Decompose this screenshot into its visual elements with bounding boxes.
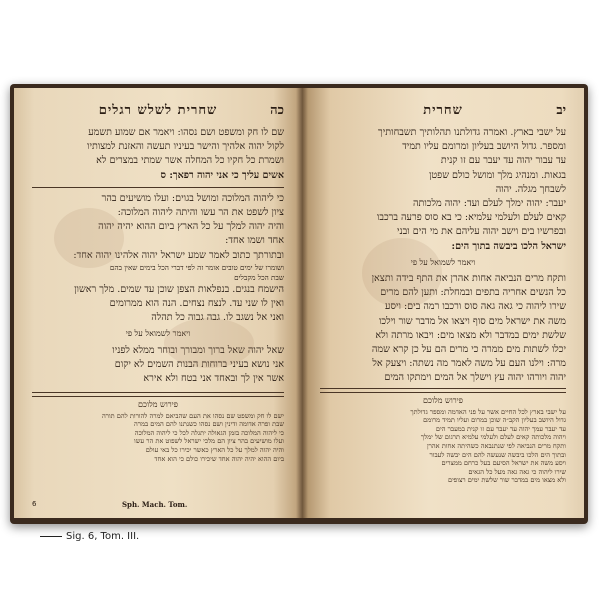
left-page-title: שחרית לשלש רגלים xyxy=(98,103,218,118)
signature-dash xyxy=(40,536,62,537)
right-page-body xyxy=(320,126,566,386)
commentary-line: והיה יהוה למלך על כל הארץ כאשר יכירו כל באי עולם xyxy=(145,445,284,454)
section-title: ויאמר לשמואל על פי xyxy=(125,329,191,339)
commentary-line: גדול היושב בעליון הקב״ה שוכן במרום ועליו תמיד מרומם xyxy=(423,416,566,425)
section-title: ויאמר לשמואל על פי xyxy=(410,257,476,267)
commentary-line: ויסע משה את ישראל הסיעם בעל כרחם ממצרים xyxy=(441,459,566,468)
commentary-title: פירוש מלוכם xyxy=(423,396,463,405)
text-line: ותקח מרים הנביאה אחות אהרן את התף בידה ותצאן xyxy=(371,273,566,285)
commentary-line: שירו ליהוה כי גאה גאה מעל כל הגאים xyxy=(468,467,566,476)
text-line: כל הנשים אחריה בתפים ובמחלת: ותען להם מרים xyxy=(380,287,566,299)
text-line: ובפרשיו בים וישב יהוה עליהם את מי הים ובני xyxy=(397,226,566,238)
text-line: יהוה ויורהו יהוה עץ וישלך אל המים וימתקו המים xyxy=(384,372,566,384)
paper-stain xyxy=(54,208,124,268)
text-line: אני נושא בעיני ברוחות הבנות השמים לא יקום xyxy=(114,358,284,370)
commentary-line: ויהוה מלכותה קאים לעלם ולעלמי עלמיא תרגום של ימלך xyxy=(420,433,566,442)
commentary-line: על ישבי בארץ לכל החיים אשר על פני האדמה ומספר גדולתך xyxy=(410,407,566,416)
text-line: ואני אל נשגב לו. גבה גבוה כל תהלה xyxy=(151,312,284,324)
text-line: ציון לשפט את הר עשו והיתה ליהוה המלוכה: xyxy=(117,207,284,219)
commentary-line: ועלו מושיעים בהר ציון הם מלכי ישראל לשפוט את הר עשו xyxy=(134,437,284,446)
commentary-line: ולא מצאו מים במדבר שור שלשת ימים רצופים xyxy=(447,476,566,485)
commentary-divider xyxy=(32,392,284,397)
text-line: בגאות. ומנהיג מלך ומושל כולם שפטן xyxy=(428,169,566,181)
signature-text: Sig. 6, Tom. III. xyxy=(66,531,140,542)
text-line: ישראל הלכו ביבשה בתוך הים: xyxy=(451,240,566,252)
page-signature: 6 xyxy=(32,500,37,508)
right-page-title: שחרית xyxy=(423,103,463,118)
commentary-line: ישם לו חק ומשפט שם נסהו את העם שהביאם למרה להורות להם תורה xyxy=(101,411,284,420)
page-signature-title: Sph. Mach. Tom. xyxy=(122,500,188,509)
text-line: שאל יהוה שאל ברוך ומבורך ובוחר ממלא לפניו xyxy=(112,344,284,356)
commentary-line: כי ליהוה המלוכה בזמן הגאולה יתגלה לכל כי ליהוה המלוכה xyxy=(134,428,284,437)
text-line: אשים עליך כי אני יהוה רפאך: ס xyxy=(160,169,284,181)
left-page-number: כה xyxy=(270,103,284,118)
text-line: לשבחך מגלה. יהוה xyxy=(495,183,566,195)
text-line: אשר אין לך ובאחד אני בטח ולא אירא xyxy=(143,373,284,385)
right-commentary xyxy=(320,384,566,485)
text-line: אחד ושמו אחד: xyxy=(225,235,284,247)
text-line: יעבר: יהוה ימלך לעלם ועד: יהוה מלכותה xyxy=(412,198,566,210)
commentary-line: עד יעבר עמך יהוה עד יעבר עם זו קנית במעבר הים xyxy=(435,424,566,433)
left-page-footer xyxy=(32,500,284,510)
text-line: מרה: וילנו העם על משה לאמר מה נשתה: ויצעק אל xyxy=(372,358,566,370)
text-line: ושמרת כל חקיו כל המחלה אשר שמתי במצרים לא xyxy=(96,155,284,167)
commentary-title: פירוש מלוכם xyxy=(138,400,178,409)
right-page-header xyxy=(320,102,566,118)
book-gutter xyxy=(296,86,308,520)
commentary-line: ותקח מרים הנביאה לפי שנתנבאה כשהיתה אחות אהרן xyxy=(426,441,566,450)
printer-signature xyxy=(40,531,200,545)
text-line: עד עבור יהוה עד יעבר עם זו קנית xyxy=(440,155,566,167)
text-line: שירו ליהוה כי גאה גאה סוס ורכבו רמה בים: ויסע xyxy=(385,301,566,313)
text-line: שלשת ימים במדבר ולא מצאו מים: ויבאו מרתה ולא xyxy=(375,329,566,341)
text-line: ובתורתך כתוב לאמר שמע ישראל יהוה אלהינו יהוה אחד: xyxy=(73,249,284,261)
divider xyxy=(32,187,284,188)
right-page xyxy=(302,88,584,518)
text-line: והיה יהוה למלך על כל הארץ ביום ההוא יהיה יהוה xyxy=(98,221,284,233)
text-line: הישמח בנגים. בנפלאות הצפן שוכן עד שמים. מלך ראשון xyxy=(74,283,284,295)
left-commentary xyxy=(32,388,284,463)
text-line: לקול יהוה אלהיך והישר בעיניו תעשה והאזנת למצותיו xyxy=(86,141,284,153)
commentary-line: שבת ופרה אדומה ודינין ושם נסהו כשנתנו להם המים במרה xyxy=(134,420,284,429)
text-line: משה את ישראל מים סוף ויצאו אל מדבר שור וילכו xyxy=(378,315,566,327)
text-line: ואין לו שני עד. לנצח נצחים. הנה הוא ממרומים xyxy=(109,298,284,310)
paper-stain xyxy=(362,238,442,308)
paper-stain xyxy=(164,318,254,368)
text-line: כי ליהוה המלוכה ומושל בגוים: ועלו מושיעים בהר xyxy=(101,192,284,204)
text-line: ומספר. גדול היושב בעליון ומרומם עליו תמיד xyxy=(402,141,566,153)
text-line: יכלו לשתות מים ממרה כי מרים הם על כן קרא שמה xyxy=(371,344,566,356)
small-note: שבת הכל מקבלים xyxy=(234,272,284,282)
left-page xyxy=(14,88,302,518)
commentary-line: ובתוך הים הלכו ביבשה שנעשה להם הים יבשה לעבור xyxy=(429,450,566,459)
left-page-header xyxy=(32,102,284,118)
text-line: קאים לעלם ולעלמי עלמיא: כי בא סוס פרעה ברכבו xyxy=(376,212,566,224)
commentary-divider xyxy=(320,388,566,393)
right-page-number: יב xyxy=(556,103,566,118)
small-note: ושומרו של ימים טובים אומר זה לפי דברי הכל בימים שאין בהם xyxy=(109,262,284,272)
text-line: שם לו חק ומשפט ושם נסהו: ויאמר אם שמוע תשמע xyxy=(88,127,284,138)
commentary-line: ביום ההוא יהיה יהוה אחד שיכירו כולם כי הוא אחד xyxy=(154,454,284,463)
text-line: על ישבי בארץ. ואמרה גדולתנו תהלותיך תשבחותיך xyxy=(378,127,566,138)
